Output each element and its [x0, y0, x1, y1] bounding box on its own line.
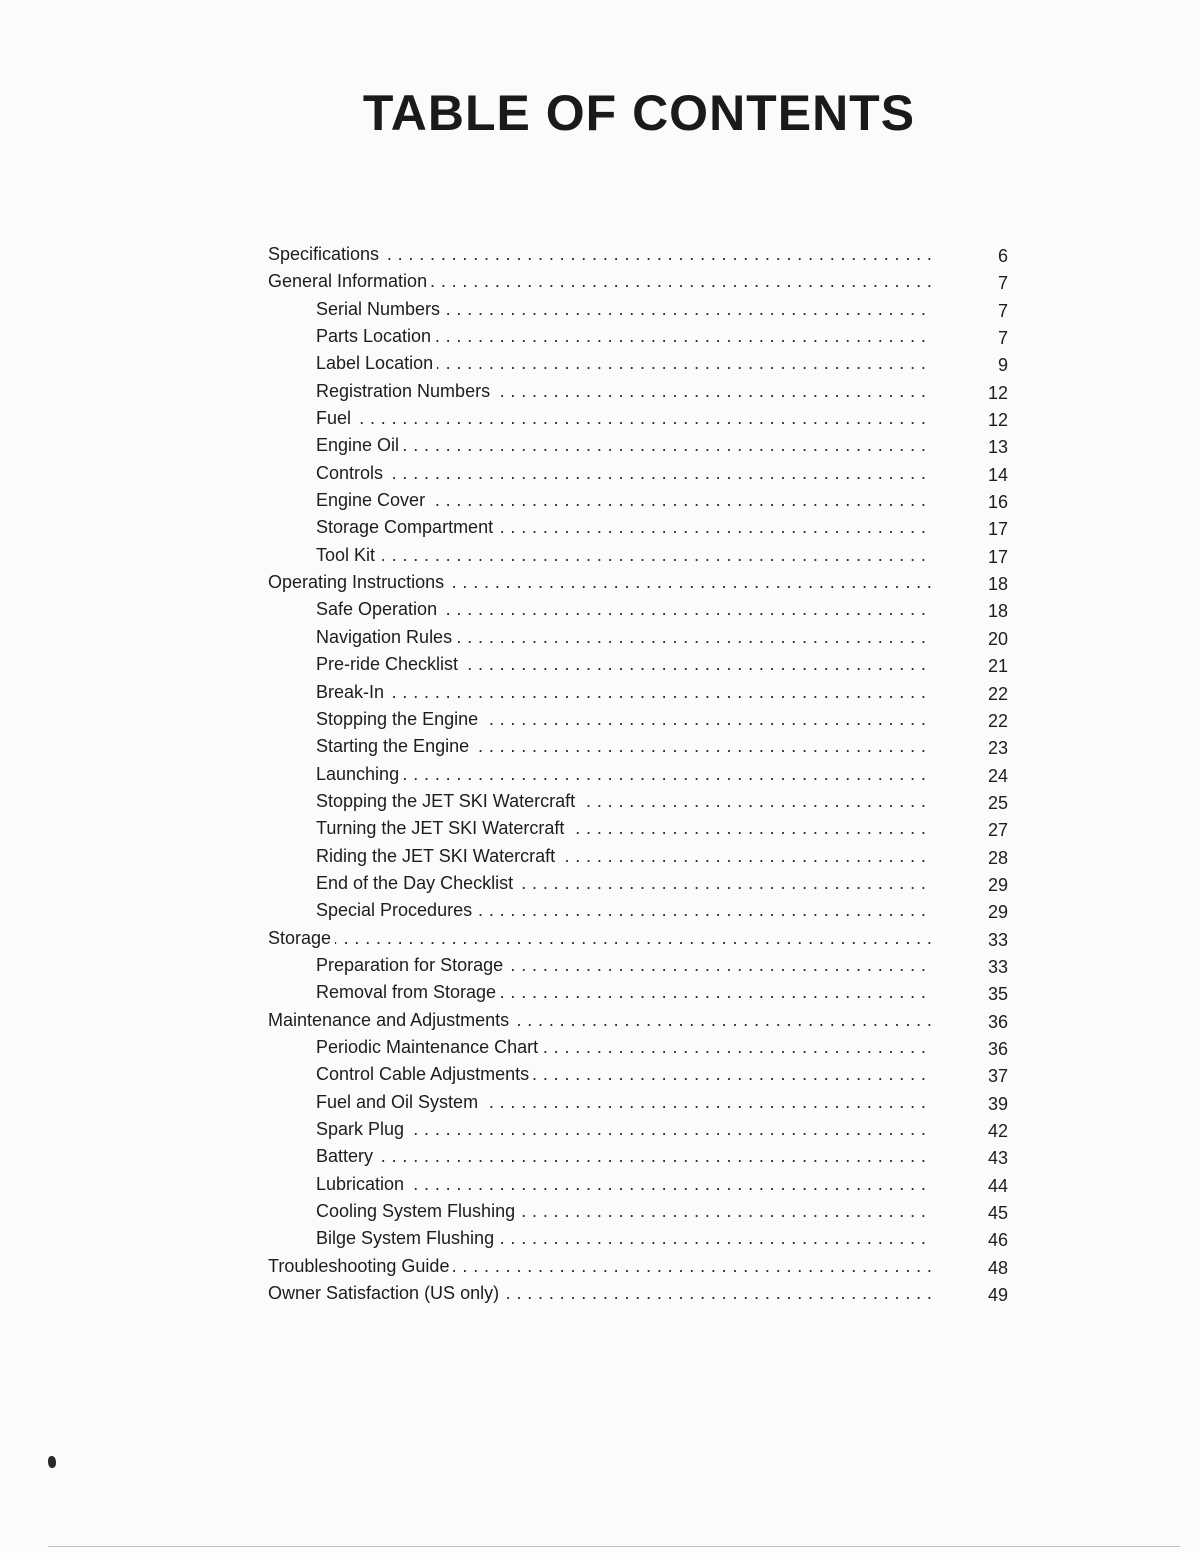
toc-entry-leader	[316, 679, 932, 706]
toc-entry-leader	[316, 1061, 932, 1088]
toc-entry-page: 16	[987, 492, 1008, 513]
toc-entry-leader	[316, 596, 932, 623]
toc-entry-leader	[316, 979, 932, 1006]
toc-subentry	[268, 1198, 1008, 1225]
toc-entry-label: Riding the JET SKI Watercraft	[316, 846, 559, 866]
toc-subentry	[268, 1225, 1008, 1252]
toc-entry-leader	[316, 542, 932, 569]
toc-entry-label: Owner Satisfaction (US only)	[268, 1283, 503, 1303]
toc-entry-leader	[316, 1034, 932, 1061]
toc-entry-label: General Information	[268, 271, 431, 291]
toc-entry-page: 9	[997, 355, 1008, 376]
toc-entry-label: Launching	[316, 764, 403, 784]
toc-entry-page: 22	[987, 683, 1008, 704]
toc-subentry	[268, 706, 1008, 733]
toc-entry-page: 43	[987, 1148, 1008, 1169]
toc-subentry	[268, 788, 1008, 815]
toc-entry-label: End of the Day Checklist	[316, 873, 517, 893]
toc-subentry	[268, 624, 1008, 651]
toc-entry-leader	[268, 1280, 932, 1307]
toc-entry-page: 7	[997, 328, 1008, 349]
toc-entry-label: Battery	[316, 1146, 377, 1166]
toc-entry-leader	[316, 1143, 932, 1170]
toc-subentry	[268, 542, 1008, 569]
toc-subentry	[268, 323, 1008, 350]
toc-entry-label: Safe Operation	[316, 599, 441, 619]
toc-entry-leader	[316, 761, 932, 788]
toc-entry-page: 17	[987, 546, 1008, 567]
toc-entry-label: Navigation Rules	[316, 627, 456, 647]
toc-entry-leader	[316, 1198, 932, 1225]
toc-entry-label: Serial Numbers	[316, 299, 444, 319]
toc-entry-label: Spark Plug	[316, 1119, 408, 1139]
toc-entry-page: 36	[987, 1038, 1008, 1059]
toc-entry-label: Controls	[316, 463, 387, 483]
toc-subentry	[268, 979, 1008, 1006]
bottom-rule	[48, 1546, 1180, 1547]
toc-entry-leader	[316, 1116, 932, 1143]
toc-entry-label: Engine Oil	[316, 435, 403, 455]
toc-subentry	[268, 514, 1008, 541]
toc-entry-label: Storage Compartment	[316, 517, 497, 537]
toc-entry-leader	[316, 296, 932, 323]
toc-entry-label: Label Location	[316, 353, 437, 373]
toc-entry-page: 13	[987, 437, 1008, 458]
toc-entry	[268, 1007, 1008, 1034]
scan-speck	[48, 1456, 56, 1468]
toc-entry-page: 25	[987, 792, 1008, 813]
toc-entry-label: Break-In	[316, 682, 388, 702]
toc-subentry	[268, 350, 1008, 377]
toc-entry-page: 29	[987, 874, 1008, 895]
toc-entry-page: 44	[987, 1175, 1008, 1196]
toc-entry-leader	[316, 323, 932, 350]
toc-entry-page: 18	[987, 601, 1008, 622]
toc-entry-page: 37	[987, 1066, 1008, 1087]
toc-subentry	[268, 1143, 1008, 1170]
toc-subentry	[268, 733, 1008, 760]
toc-entry-page: 12	[987, 410, 1008, 431]
toc-entry-leader	[316, 952, 932, 979]
toc-entry-page: 12	[987, 382, 1008, 403]
toc-entry-label: Tool Kit	[316, 545, 379, 565]
toc-subentry	[268, 405, 1008, 432]
toc-entry-page: 21	[987, 656, 1008, 677]
toc-entry-label: Special Procedures	[316, 900, 476, 920]
toc-entry-label: Stopping the JET SKI Watercraft	[316, 791, 579, 811]
toc-entry-page: 48	[987, 1257, 1008, 1278]
toc-entry	[268, 925, 1008, 952]
toc-entry	[268, 241, 1008, 268]
toc-subentry	[268, 1061, 1008, 1088]
toc-entry-label: Engine Cover	[316, 490, 429, 510]
toc-entry-page: 7	[997, 300, 1008, 321]
toc-entry-page: 39	[987, 1093, 1008, 1114]
toc-entry-label: Parts Location	[316, 326, 435, 346]
toc-entry-leader	[316, 487, 932, 514]
toc-entry-leader	[316, 460, 932, 487]
toc-entry-leader	[316, 1225, 932, 1252]
toc-subentry	[268, 1034, 1008, 1061]
toc-entry-page: 33	[987, 929, 1008, 950]
toc-entry-label: Control Cable Adjustments	[316, 1064, 533, 1084]
toc-entry-page: 27	[987, 820, 1008, 841]
toc-entry-leader	[316, 843, 932, 870]
toc-entry-page: 46	[987, 1230, 1008, 1251]
toc-entry-leader	[268, 569, 932, 596]
toc-entry-page: 7	[997, 273, 1008, 294]
toc-entry-page: 36	[987, 1011, 1008, 1032]
table-of-contents	[268, 241, 1008, 1307]
toc-entry-page: 6	[997, 246, 1008, 266]
toc-entry-page: 42	[987, 1121, 1008, 1141]
toc-subentry	[268, 1116, 1008, 1143]
toc-entry-label: Pre-ride Checklist	[316, 654, 462, 674]
toc-entry-leader	[316, 815, 932, 842]
toc-entry-label: Removal from Storage	[316, 982, 500, 1002]
toc-entry-page: 33	[987, 956, 1008, 977]
toc-entry-leader	[316, 1089, 932, 1116]
toc-entry-label: Starting the Engine	[316, 736, 473, 756]
toc-entry-label: Bilge System Flushing	[316, 1228, 498, 1248]
toc-entry-leader	[268, 241, 932, 268]
toc-entry-page: 17	[987, 519, 1008, 540]
toc-entry-label: Preparation for Storage	[316, 955, 507, 975]
toc-entry-page: 29	[987, 902, 1008, 923]
toc-entry-label: Maintenance and Adjustments	[268, 1010, 513, 1030]
toc-entry-leader	[316, 788, 932, 815]
toc-entry-leader	[268, 1007, 932, 1034]
toc-entry-label: Lubrication	[316, 1174, 408, 1194]
toc-entry-label: Registration Numbers	[316, 381, 494, 401]
toc-subentry	[268, 487, 1008, 514]
toc-subentry	[268, 870, 1008, 897]
toc-entry-leader	[316, 405, 932, 432]
toc-subentry	[268, 952, 1008, 979]
toc-entry-page: 28	[987, 847, 1008, 868]
toc-entry-leader	[316, 870, 932, 897]
toc-entry	[268, 1253, 1008, 1280]
toc-subentry	[268, 761, 1008, 788]
toc-entry	[268, 1280, 1008, 1307]
toc-subentry	[268, 1089, 1008, 1116]
toc-entry-page: 49	[987, 1285, 1008, 1306]
toc-entry-label: Stopping the Engine	[316, 709, 482, 729]
toc-subentry	[268, 843, 1008, 870]
toc-entry-label: Fuel and Oil System	[316, 1092, 482, 1112]
toc-entry-page: 18	[987, 574, 1008, 595]
toc-entry-label: Operating Instructions	[268, 572, 448, 592]
toc-entry-leader	[316, 378, 932, 405]
toc-entry-leader	[316, 514, 932, 541]
toc-entry-page: 23	[987, 738, 1008, 759]
toc-subentry	[268, 460, 1008, 487]
toc-entry-label: Troubleshooting Guide	[268, 1256, 453, 1276]
toc-subentry	[268, 897, 1008, 924]
toc-entry-label: Periodic Maintenance Chart	[316, 1037, 542, 1057]
toc-subentry	[268, 432, 1008, 459]
toc-entry-leader	[268, 925, 932, 952]
toc-entry-leader	[316, 350, 932, 377]
toc-entry-leader	[316, 706, 932, 733]
toc-entry-leader	[316, 1171, 932, 1198]
toc-subentry	[268, 596, 1008, 623]
toc-entry-page: 45	[987, 1203, 1008, 1224]
toc-entry-leader	[316, 897, 932, 924]
toc-entry-leader	[316, 733, 932, 760]
toc-subentry	[268, 815, 1008, 842]
toc-entry-page: 20	[987, 628, 1008, 649]
toc-entry-leader	[316, 624, 932, 651]
toc-entry-leader	[316, 432, 932, 459]
page-title: TABLE OF CONTENTS	[362, 85, 916, 141]
toc-entry	[268, 268, 1008, 295]
toc-entry-label: Cooling System Flushing	[316, 1201, 519, 1221]
toc-entry-label: Fuel	[316, 408, 355, 428]
toc-entry-page: 14	[987, 464, 1008, 485]
toc-subentry	[268, 378, 1008, 405]
toc-entry-label: Turning the JET SKI Watercraft	[316, 818, 568, 838]
toc-entry-leader	[316, 651, 932, 678]
toc-entry-page: 35	[987, 984, 1008, 1005]
toc-subentry	[268, 1171, 1008, 1198]
toc-entry-label: Storage	[268, 928, 335, 948]
toc-subentry	[268, 296, 1008, 323]
toc-entry-page: 24	[987, 765, 1008, 786]
toc-entry-label: Specifications	[268, 244, 383, 264]
toc-entry-leader	[268, 268, 932, 295]
toc-entry-leader	[268, 1253, 932, 1280]
toc-entry-page: 22	[987, 710, 1008, 731]
toc-subentry	[268, 679, 1008, 706]
toc-entry	[268, 569, 1008, 596]
toc-subentry	[268, 651, 1008, 678]
